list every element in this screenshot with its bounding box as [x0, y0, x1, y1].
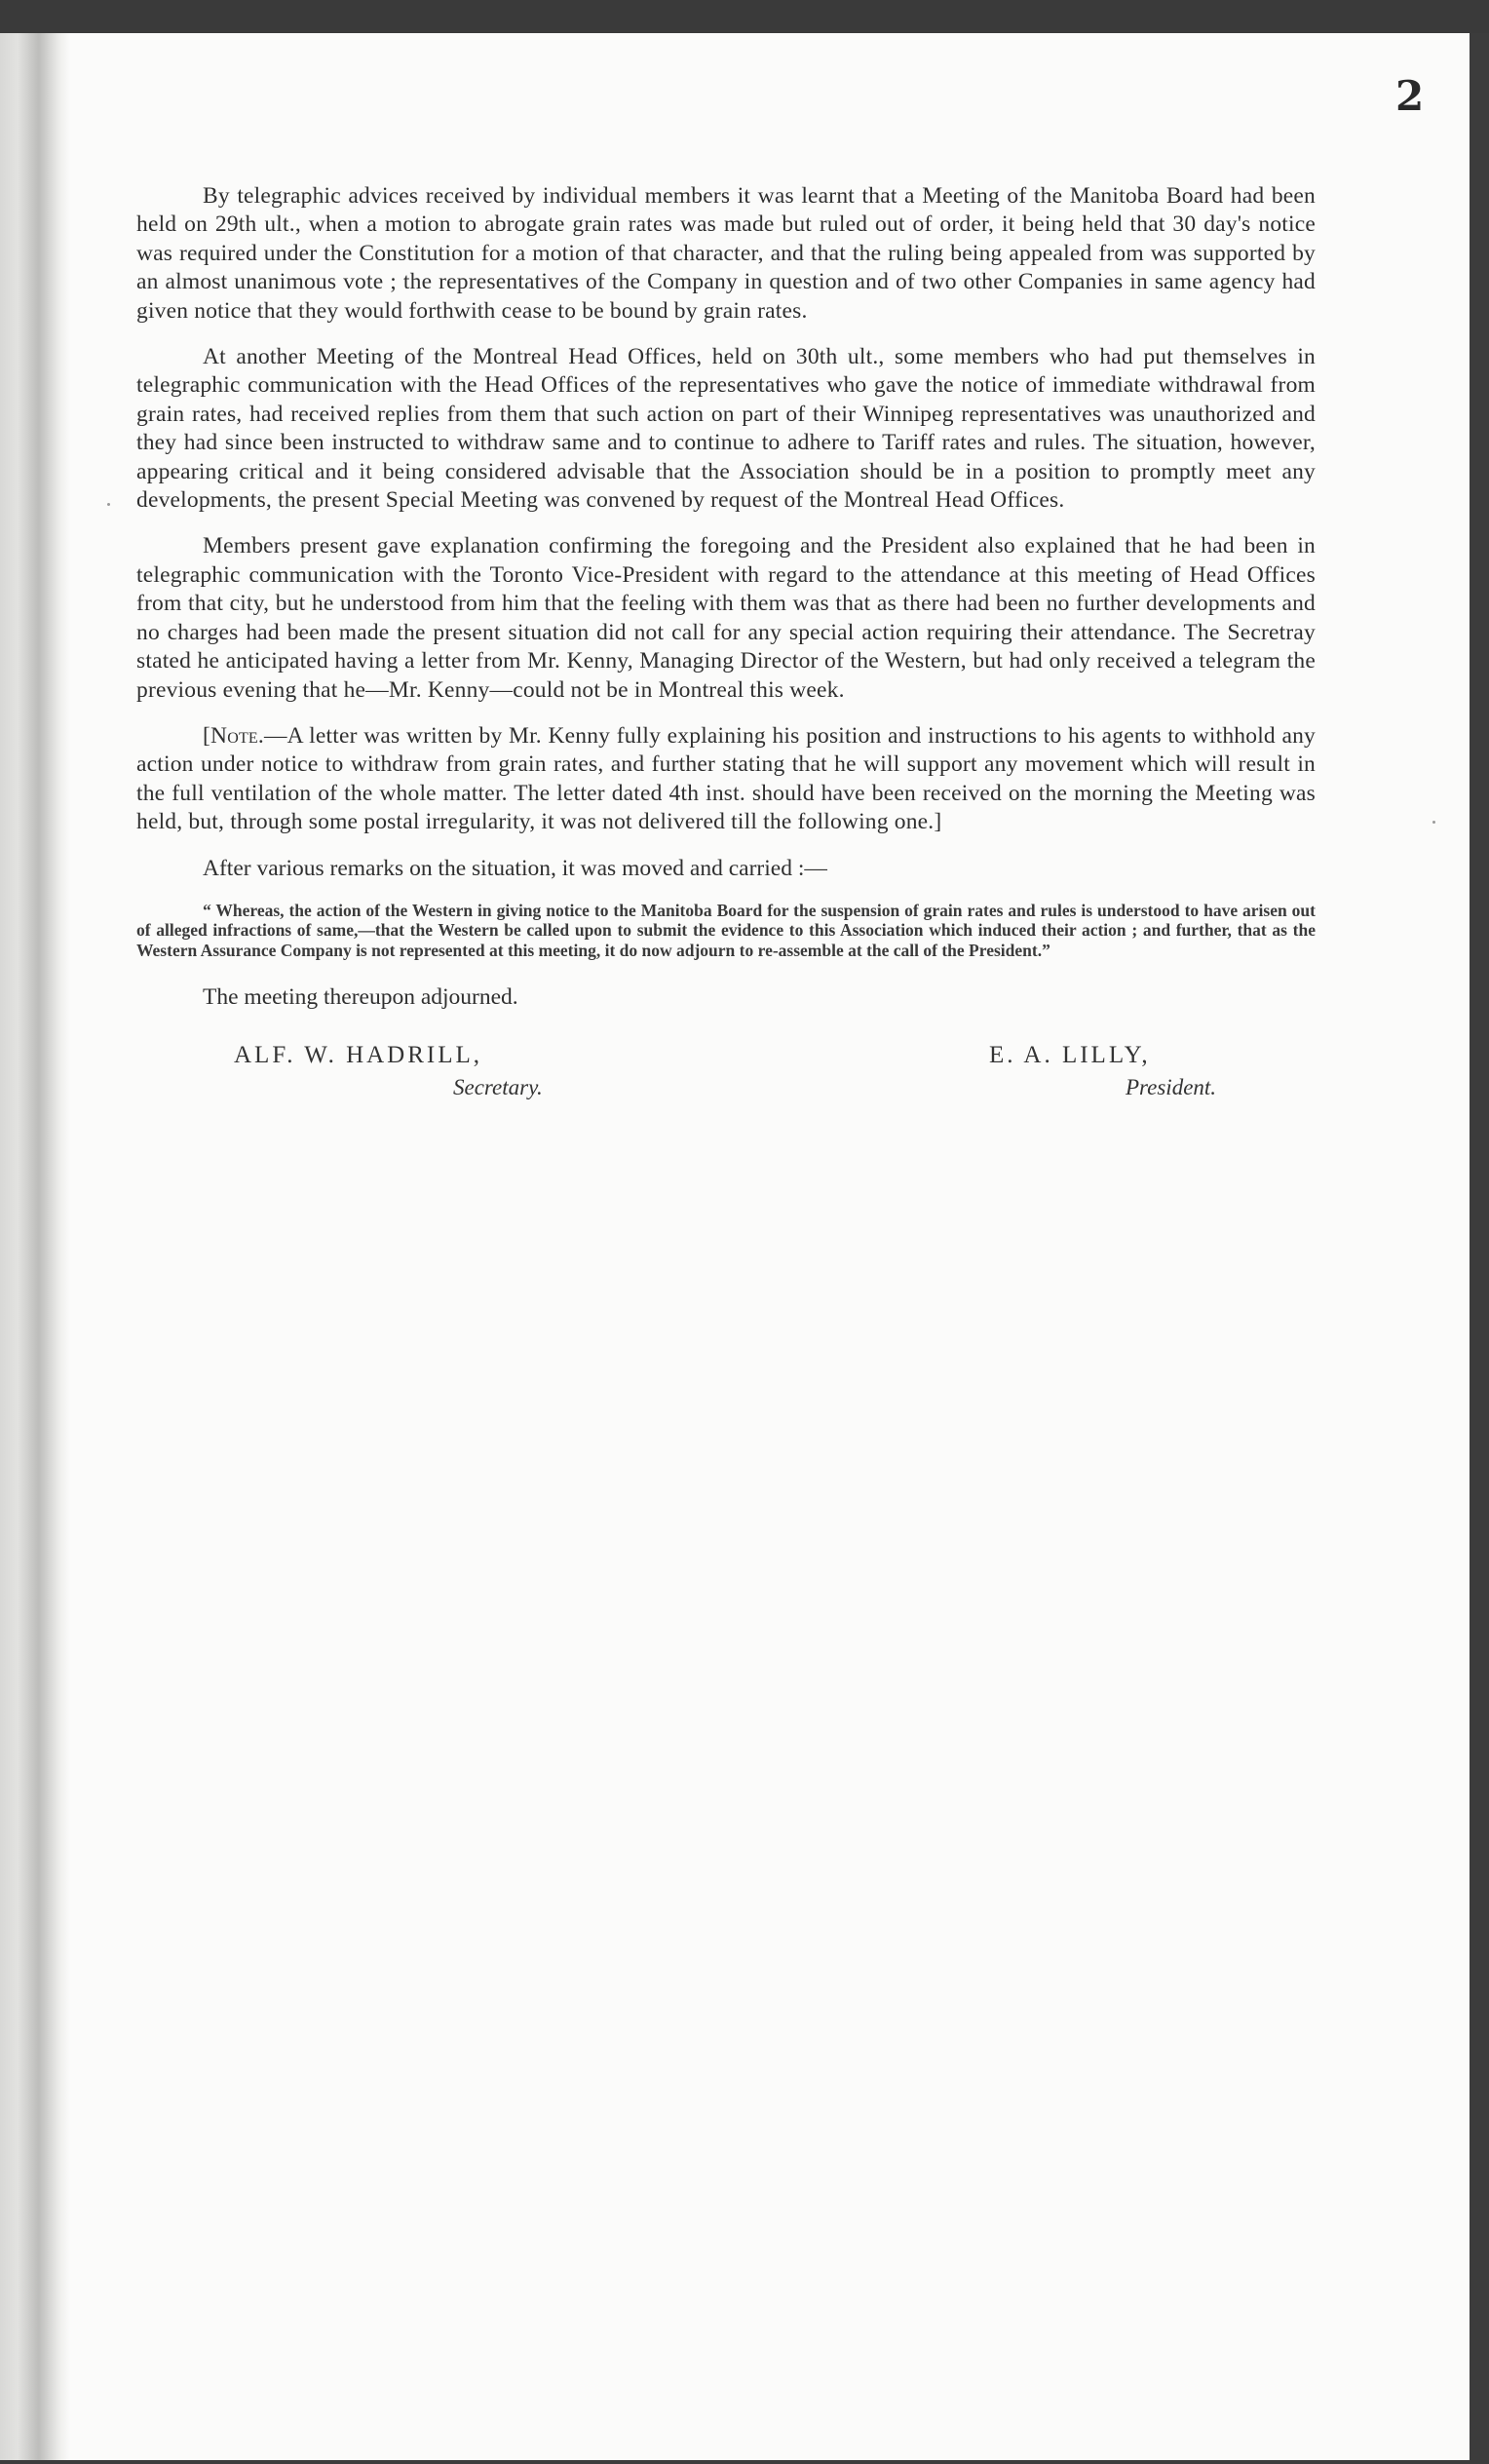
page-binding-shadow [0, 33, 70, 2460]
note-paragraph [136, 722, 1316, 837]
paragraph-members-present: Members present gave explanation confirming the foregoing and the President also explained that he had been in telegraphic communication with the Toronto Vice-President with regard to the attendance at this meeting of Head Offices from that city, but he understood from him that the feeling with them was that as there had been no further developments and no charges had been made the present situation did not call for any special action requiring their attendance. The Secretray stated he anticipated having a letter from Mr. Kenny, Managing Director of the Western, but had only received a telegram the previous evening that he—Mr. Kenny—could not be in Montreal this week. [136, 533, 1316, 703]
secretary-name: ALF. W. HADRILL, [234, 1041, 483, 1068]
page-number: 2 [1395, 72, 1425, 120]
paragraph-telegraphic-advices: By telegraphic advices received by individual members it was learnt that a Meeting of the Manitoba Board had been held on 29th ult., when a motion to abrogate grain rates was made but ruled out of order, it being held that 30 day's notice was required under the Constitution for a motion of that character, and that the ruling being appealed from was supported by an almost unanimous vote ; the representatives of the Company in question and of two other Companies in same agency had given notice that they would forthwith cease to be bound by grain rates. [136, 183, 1316, 324]
paragraph-montreal-meeting: At another Meeting of the Montreal Head Offices, held on 30th ult., some members who had put themselves in telegraphic communication with the Head Offices of the representatives who gave the notice of immediate withdrawal from grain rates, had received replies from them that such action on part of their Winnipeg representatives was unauthorized and they had since been instructed to withdraw same and to continue to adhere to Tariff rates and rules. The situation, however, appearing critical and it being considered advisable that the Association should be in a position to promptly meet any developments, the present Special Meeting was convened by request of the Montreal Head Offices. [136, 344, 1316, 514]
president-name: E. A. LILLY, [989, 1041, 1151, 1068]
scan-speck [1432, 821, 1435, 824]
note-lead: [Note. [203, 722, 264, 749]
scan-speck [107, 503, 110, 506]
note-body: —A letter was written by Mr. Kenny fully explaining his position and instructions to his agents to withhold any action under notice to withdraw from grain rates, and further stating that he will support any movement which will result in the full ventilation of the whole matter. The letter dated 4th inst. should have been received on the morning the Meeting was held, but, through some postal irregularity, it was not delivered till the following one.] [136, 722, 1316, 835]
document-body [136, 182, 1316, 1130]
president-signature [989, 1042, 1216, 1100]
resolution-text: “ Whereas, the action of the Western in giving notice to the Manitoba Board for the suspension of grain rates and rules is understood to have arisen out of alleged infractions of same,—that the Western be called upon to submit the evidence to this Association which induced their action ; and further, that as the Western Assurance Company is not represented at this meeting, it do now adjourn to re-assemble at the call of the President.” [136, 900, 1316, 960]
signature-block [136, 1042, 1316, 1130]
secretary-title: Secretary. [453, 1074, 543, 1099]
scan-top-edge [0, 0, 1489, 33]
secretary-signature [234, 1042, 543, 1100]
adjournment-line: The meeting thereupon adjourned. [203, 984, 518, 1011]
president-title: President. [1126, 1074, 1217, 1099]
motion-intro: After various remarks on the situation, it was moved and carried :— [203, 855, 827, 881]
